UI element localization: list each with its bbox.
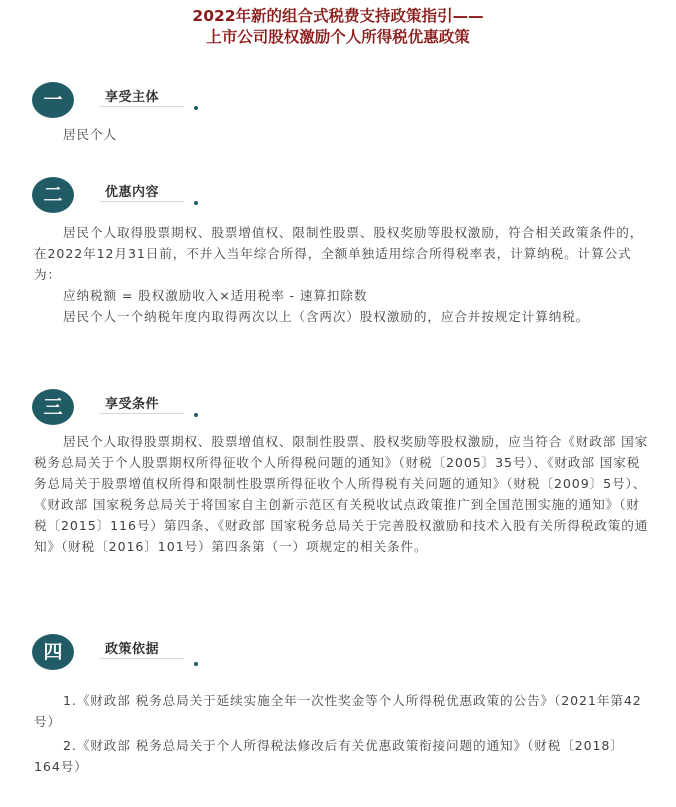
section-underline (100, 658, 184, 659)
page-title-line2: 上市公司股权激励个人所得税优惠政策 (206, 28, 470, 46)
section-body-4 (34, 690, 650, 780)
section-number-badge-2: 二 (32, 177, 74, 213)
section-underline (100, 201, 184, 202)
section-body-1: 居民个人 (63, 127, 117, 142)
section-heading-1 (32, 82, 232, 124)
paragraph: 居民个人取得股票期权、股票增值权、限制性股票、股权奖励等股权激励，符合相关政策条件的，在2022年12月31日前，不并入当年综合所得，全额单独适用综合所得税率表，计算纳税。计算公式为： (34, 225, 644, 282)
section-number-badge-3: 三 (32, 389, 74, 425)
section-title-1: 享受主体 (105, 90, 160, 105)
section-heading-2 (32, 177, 232, 219)
section-body-2 (34, 222, 650, 327)
paragraph: 居民个人取得股票期权、股票增值权、限制性股票、股权奖励等股权激励，应当符合《财政部 国家税务总局关于个人股票期权所得征收个人所得税问题的通知》（财税〔2005〕35号）、《财政部 国家税务总局关于股票增值权所得和限制性股票所得征收个人所得税有关问题的通知》（财税〔2009〕5号）、《财政部 国家税务总局关于将国家自主创新示范区有关税收试点政策推广到全国范围实施的通知》（财税〔2015〕116号）第四条、《财政部 国家税务总局关于完善股权激励和技术入股有关所得税政策的通知》（财税〔2016〕101号）第四条第（一）项规定的相关条件。 (34, 434, 649, 554)
dot-icon (194, 662, 198, 666)
formula: 应纳税额 = 股权激励收入×适用税率 - 速算扣除数 (63, 288, 368, 303)
dot-icon (194, 413, 198, 417)
section-number-badge-4: 四 (32, 634, 74, 670)
dot-icon (194, 201, 198, 205)
page-title-line1: 2022年新的组合式税费支持政策指引—— (192, 7, 484, 25)
section-number-badge-1: 一 (32, 82, 74, 118)
section-body-3 (34, 431, 650, 557)
paragraph: 居民个人一个纳税年度内取得两次以上（含两次）股权激励的，应合并按规定计算纳税。 (63, 309, 590, 324)
section-heading-4 (32, 634, 232, 676)
section-heading-3 (32, 389, 232, 431)
reference-item-1: 1.《财政部 税务总局关于延续实施全年一次性奖金等个人所得税优惠政策的公告》（2021年第42号） (34, 693, 642, 729)
dot-icon (194, 106, 198, 110)
section-underline (100, 106, 184, 107)
reference-item-2: 2.《财政部 税务总局关于个人所得税法修改后有关优惠政策衔接问题的通知》（财税〔2018〕164号） (34, 738, 624, 774)
section-underline (100, 413, 184, 414)
section-title-3: 享受条件 (105, 397, 160, 412)
section-title-2: 优惠内容 (105, 185, 160, 200)
section-title-4: 政策依据 (105, 642, 160, 657)
